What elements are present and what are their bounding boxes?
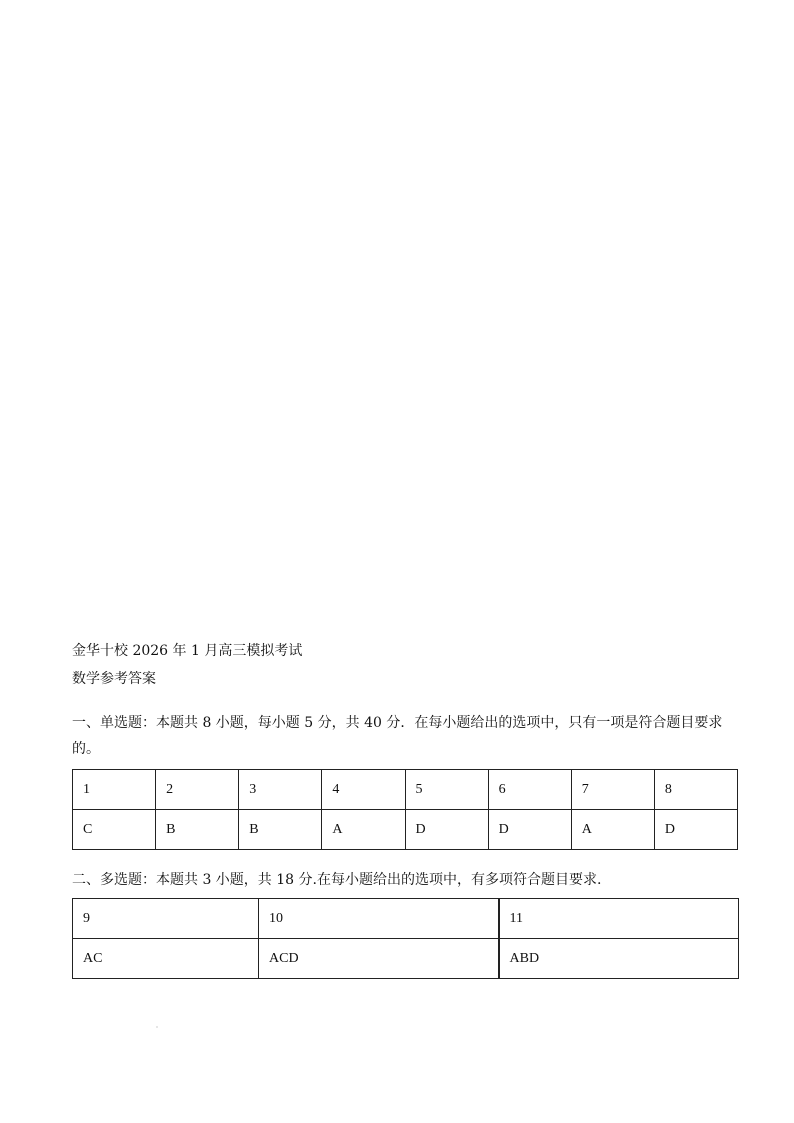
- question-number-cell: 6: [488, 770, 571, 810]
- question-number-cell: 9: [73, 899, 259, 939]
- question-number-cell: 4: [322, 770, 405, 810]
- answer-cell: B: [239, 810, 322, 850]
- answer-cell: ABD: [499, 939, 739, 979]
- section1-heading-continuation: 的。: [72, 741, 100, 757]
- question-number-cell: 3: [239, 770, 322, 810]
- section2-heading: 二、多选题：本题共 3 小题，共 18 分.在每小题给出的选项中，有多项符合题目要求.: [72, 872, 602, 888]
- table-row-answers: [73, 939, 739, 979]
- single-choice-answer-table: [72, 769, 738, 850]
- question-number-cell: 7: [571, 770, 654, 810]
- answer-cell: D: [488, 810, 571, 850]
- scan-speck: [156, 1026, 158, 1028]
- table-row-answers: [73, 810, 738, 850]
- answer-cell: A: [322, 810, 405, 850]
- answer-cell: C: [73, 810, 156, 850]
- multiple-choice-answer-table: [72, 898, 739, 979]
- answer-cell: AC: [73, 939, 259, 979]
- question-number-cell: 8: [654, 770, 737, 810]
- question-number-cell: 2: [156, 770, 239, 810]
- section1-heading: 一、单选题：本题共 8 小题，每小题 5 分，共 40 分．在每小题给出的选项中，只有一项是符合题目要求: [72, 715, 723, 731]
- answer-cell: ACD: [259, 939, 499, 979]
- document-subtitle: 数学参考答案: [72, 671, 156, 687]
- answer-cell: A: [571, 810, 654, 850]
- question-number-cell: 10: [259, 899, 499, 939]
- answer-cell: D: [654, 810, 737, 850]
- answer-cell: B: [156, 810, 239, 850]
- answer-cell: D: [405, 810, 488, 850]
- table-row-question-numbers: [73, 899, 739, 939]
- document-title: 金华十校 2026 年 1 月高三模拟考试: [72, 643, 303, 659]
- question-number-cell: 11: [499, 899, 739, 939]
- question-number-cell: 5: [405, 770, 488, 810]
- question-number-cell: 1: [73, 770, 156, 810]
- table-row-question-numbers: [73, 770, 738, 810]
